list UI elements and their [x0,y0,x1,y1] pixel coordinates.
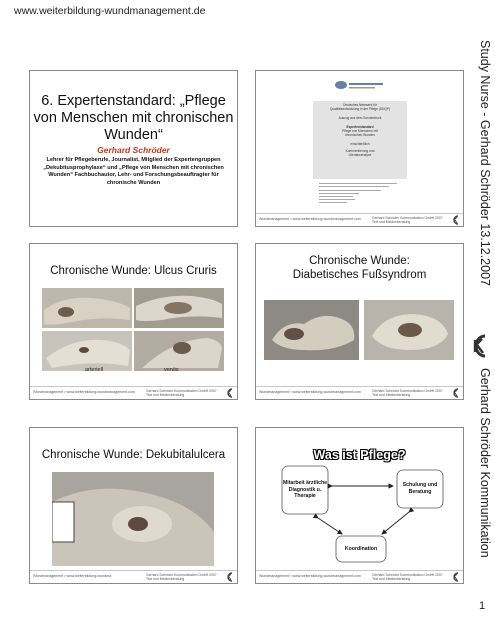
footer-left: Wundmanagement • www.weiterbildung-wundmanagement.com [259,574,361,578]
label-arteriell: arteriell [85,367,104,373]
doc-line: Pflege von Menschen mit [342,129,378,133]
gsk-small-logo-icon [450,572,460,582]
footer-left: Wundmanagement • www.weiterbildung-wundmanagement.com [259,217,361,221]
doc-line: Kommentierung und [345,149,375,153]
doc-line: Literaturanalyse [348,153,372,157]
ulcus-cruris-photos [42,288,224,374]
gsk-small-logo-icon [450,215,460,225]
slide-3-footer [30,386,237,399]
slide-5-title: Chronische Wunde: Dekubitalulcera [41,449,226,461]
slide-3 [29,243,238,400]
node-koordination: Koordination [344,545,378,552]
dekubitus-photo [52,472,214,566]
doc-line: chronischen Wunden [345,133,375,137]
doc-line: Expertenstandard [346,125,374,129]
slide-6-footer [256,570,463,583]
slide-6 [255,427,464,584]
slide-3-title: Chronische Wunde: Ulcus Cruris [50,265,217,277]
node-mitarbeit: Mitarbeit ärztliche Diagnostik u. Therapie [282,480,328,500]
footer-right: Gerhard Schröder Kommunikation GmbH 2007 Text und Medienberatung [372,573,443,581]
slide-5 [29,427,238,584]
slide-5-footer [30,570,237,583]
diabetic-foot-photos [264,300,454,360]
footer-right: Gerhard Schröder Kommunikation GmbH 2007 Text und Medienberatung [146,389,217,397]
sidebar-title: Study Nurse - Gerhard Schröder 13.12.2007 [478,40,492,286]
footer-left: Wundmanagement • www.weiterbildung-wundmanagement.com [259,390,361,394]
slide-1 [29,70,238,227]
gsk-small-logo-icon [450,388,460,398]
slide-1-description: Lehrer für Pflegeberufe, Journalist, Mitglied der Expertengruppen „Dekubitusprophylaxe“ und „Pflege von Menschen mit chronischen Wunden“ Fachbuchautor, Lehr- und Forschungsbeauftragter für chronische Wunden [43,157,224,186]
footer-right: Gerhard Schröder Kommunikation GmbH 2007 Text und Medienberatung [146,573,217,581]
footer-left: Wundmanagement • www.weiterbildung-wundmanagement.com [33,390,135,394]
slide-2-document-box [313,101,407,179]
slide-1-title: 6. Expertenstandard: „Pflege von Menschen mit chronischen Wunden“ [33,93,234,143]
header-url: www.weiterbildung-wundmanagement.de [14,5,206,17]
sidebar-brand: Gerhard Schröder Kommunikation [478,368,492,558]
slide-4-title: Chronische Wunde: Diabetisches Fußsyndrom [292,255,427,281]
footer-right: Gerhard Schröder Kommunikation GmbH 2007 Text und Medienberatung [372,389,443,397]
slide-6-title: Was ist Pflege? [313,448,406,462]
doc-fine-print [319,183,399,205]
slide-2-document-scan [301,75,417,207]
doc-line: Qualitätsentwicklung in der Pflege (DNQP) [329,107,391,111]
doc-line: einschließlich [350,142,370,146]
gsk-small-logo-icon [224,388,234,398]
slide-4 [255,243,464,400]
doc-line: Auszug aus dem Sonderdruck [338,116,382,120]
label-venoes: venös [164,367,179,373]
footer-left: Wundmanagement • www.weiterbildung-wundma [33,574,112,578]
gsk-small-logo-icon [224,572,234,582]
dnqp-logo-icon [331,79,387,93]
gsk-logo-icon [467,332,489,360]
page-number: 1 [479,600,486,612]
footer-right: Gerhard Schröder Kommunikation GmbH 2007 Text und Medienberatung [372,216,443,224]
slide-2-footer [256,213,463,226]
slide-2 [255,70,464,227]
slide-1-author: Gerhard Schröder [97,145,170,155]
node-schulung: Schulung und Beratung [402,482,438,495]
slide-4-footer [256,386,463,399]
doc-line: Deutsches Netzwerk für [343,103,377,107]
